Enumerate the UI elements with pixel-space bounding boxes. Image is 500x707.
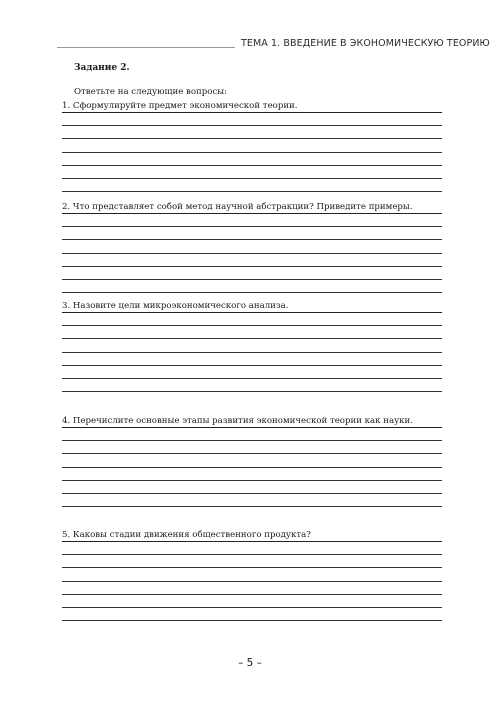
answer-line[interactable] <box>62 253 442 254</box>
answer-line[interactable] <box>62 191 442 192</box>
answer-line[interactable] <box>62 581 442 582</box>
running-header: ТЕМА 1. ВВЕДЕНИЕ В ЭКОНОМИЧЕСКУЮ ТЕОРИЮ <box>241 38 490 49</box>
answer-line[interactable] <box>62 378 442 379</box>
question-text: 1. Сформулируйте предмет экономической теории. <box>62 101 298 111</box>
answer-line[interactable] <box>62 480 442 481</box>
answer-line[interactable] <box>62 427 442 428</box>
answer-line[interactable] <box>62 178 442 179</box>
question-text: 5. Каковы стадии движения общественного продукта? <box>62 530 311 540</box>
answer-line[interactable] <box>62 152 442 153</box>
answer-lines <box>62 312 442 392</box>
answer-line[interactable] <box>62 325 442 326</box>
answer-line[interactable] <box>62 266 442 267</box>
answer-lines <box>62 541 442 621</box>
answer-line[interactable] <box>62 138 442 139</box>
answer-line[interactable] <box>62 292 442 293</box>
answer-lines <box>62 112 442 192</box>
question-block-3 <box>62 301 442 392</box>
answer-line[interactable] <box>62 453 442 454</box>
question-block-2 <box>62 202 442 293</box>
answer-line[interactable] <box>62 213 442 214</box>
task-title: Задание 2. <box>74 63 130 73</box>
answer-line[interactable] <box>62 165 442 166</box>
answer-line[interactable] <box>62 365 442 366</box>
question-block-4 <box>62 416 442 507</box>
question-text: 4. Перечислите основные этапы развития экономической теории как науки. <box>62 416 413 426</box>
answer-line[interactable] <box>62 338 442 339</box>
answer-line[interactable] <box>62 594 442 595</box>
answer-line[interactable] <box>62 440 442 441</box>
header-rule <box>57 47 235 48</box>
question-block-1 <box>62 101 442 192</box>
answer-line[interactable] <box>62 125 442 126</box>
question-text: 3. Назовите цели микроэкономического анализа. <box>62 301 289 311</box>
answer-line[interactable] <box>62 112 442 113</box>
question-text: 2. Что представляет собой метод научной абстракции? Приведите примеры. <box>62 202 413 212</box>
answer-line[interactable] <box>62 467 442 468</box>
answer-line[interactable] <box>62 391 442 392</box>
task-instructions: Ответьте на следующие вопросы: <box>74 87 227 97</box>
answer-line[interactable] <box>62 506 442 507</box>
answer-line[interactable] <box>62 226 442 227</box>
answer-line[interactable] <box>62 239 442 240</box>
answer-line[interactable] <box>62 567 442 568</box>
answer-line[interactable] <box>62 607 442 608</box>
question-block-5 <box>62 530 442 621</box>
answer-line[interactable] <box>62 541 442 542</box>
answer-lines <box>62 427 442 507</box>
answer-line[interactable] <box>62 352 442 353</box>
answer-line[interactable] <box>62 620 442 621</box>
answer-line[interactable] <box>62 493 442 494</box>
answer-line[interactable] <box>62 312 442 313</box>
answer-lines <box>62 213 442 293</box>
page-number: – 5 – <box>238 657 262 669</box>
answer-line[interactable] <box>62 279 442 280</box>
answer-line[interactable] <box>62 554 442 555</box>
